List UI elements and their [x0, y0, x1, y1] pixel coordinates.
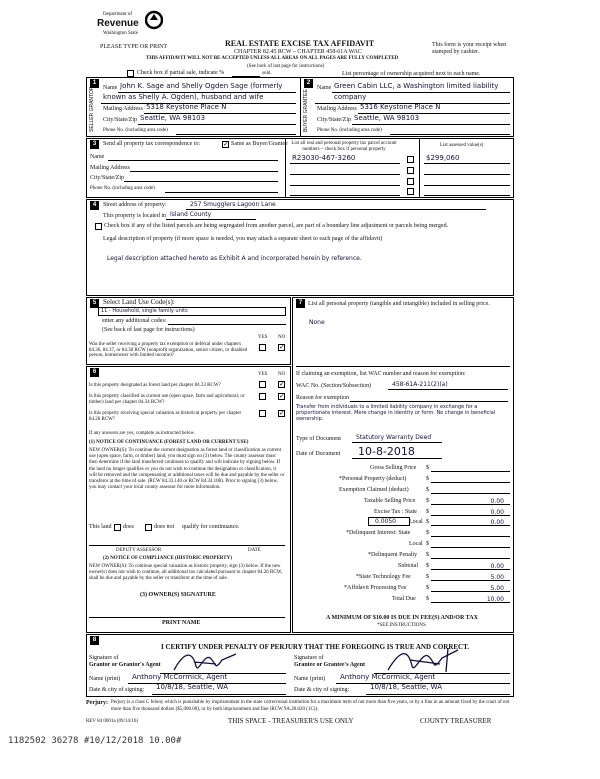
corr-name-field[interactable] — [108, 160, 278, 161]
treasurer-space: THIS SPACE - TREASURER'S USE ONLY — [228, 717, 354, 725]
property-county[interactable]: Island County — [170, 211, 212, 218]
seller-city[interactable]: Seattle, WA 98103 — [140, 114, 206, 122]
buyer-name-line2[interactable]: company — [334, 93, 367, 101]
exemption-question: Was the seller receiving a property tax exemption or deferral under chapters 84.36, 84.37, or 84.38 RCW (nonprofit organization, senior citizen, or disabled person, homeowner with limited income)? — [89, 342, 248, 358]
please-type: PLEASE TYPE OR PRINT — [100, 44, 168, 50]
does-qualify-checkbox[interactable] — [114, 524, 121, 531]
assessed-value[interactable]: $299,060 — [426, 154, 460, 162]
fin-label: *Personal Property (deduct) — [339, 476, 407, 482]
does-not-qualify-checkbox[interactable] — [145, 524, 152, 531]
segregated-label: Check box if any of the listed parcels are being segregated from another parcel, are part of a boundary line adjustment or parcels being merged. — [104, 223, 449, 229]
see-instructions: *SEE INSTRUCTIONS — [377, 623, 426, 628]
property-street[interactable]: 257 Smugglers Lagoon Lane — [190, 201, 276, 208]
buyer-city[interactable]: Seattle, WA 98103 — [354, 114, 420, 122]
partial-sale-checkbox[interactable] — [127, 70, 134, 77]
send-correspondence-label: Send all property tax correspondence to: — [103, 141, 201, 147]
rev-number: REV 84 0001a (09/14/16) — [86, 719, 138, 724]
fin-label: *Affidavit Processing Fee — [344, 585, 407, 591]
seller-mailing[interactable]: 5318 Keystone Place N — [146, 103, 227, 111]
fin-label: *Delinquent Interest: State — [346, 530, 411, 536]
grantee-print-name[interactable]: Anthony McCormick, Agent — [340, 673, 436, 681]
form-subtitle: CHAPTER 82.45 RCW – CHAPTER 458-61A WAC — [234, 49, 362, 55]
agency-line3: Washington State — [103, 31, 139, 36]
local-rate-field[interactable]: 0.0050 — [368, 517, 410, 526]
exemption-no-checkbox[interactable]: ✓ — [279, 343, 285, 351]
corr-mailing-field[interactable] — [130, 171, 278, 172]
county-treasurer: COUNTY TREASURER — [420, 717, 492, 725]
grantor-signature[interactable] — [170, 648, 240, 676]
agency-line1: Department of — [103, 12, 133, 17]
continuance-text: NEW OWNER(S): To continue the current designation as forest land or classification as current use (open space, farm, or timber) land, you must sign on (3) below. The county assessor must then determine if the land transferred continues to qualify and will indicate by signing below. If the land no longer qualifies or you do not wish to continue the designation or classification, it will be removed and the compensating or additional taxes will be due and payable by the seller or transferor at the time of sale. (RCW 84.33.140 or RCW 84.34.108). Prior to signing (3) below, you may contact your local county assessor for more information. — [89, 448, 285, 491]
historic-text: NEW OWNER(S): To continue special valuation as historic property, sign (3) below. If the new owner(s) does not wish to continue, all additional tax calculated pursuant to chapter 84.26 RCW, shall be due and payable by the seller or transferor at the time of sale. — [89, 564, 283, 582]
historic-yes-checkbox[interactable] — [259, 410, 266, 417]
exemption-yes-checkbox[interactable] — [259, 344, 266, 351]
historic-title: (2) NOTICE OF COMPLIANCE (HISTORIC PROPERTY) — [103, 556, 232, 561]
section-number-6: 6 — [90, 368, 99, 377]
fin-label: *State Technology Fee — [356, 574, 411, 580]
corr-phone-field[interactable] — [165, 192, 278, 193]
legal-description[interactable]: Legal description attached hereto as Exhibit A and incorporated herein by reference. — [107, 255, 362, 262]
fin-label: Subtotal — [398, 563, 419, 569]
fin-label: *Delinquent Penalty — [368, 552, 418, 558]
section-number-8: 8 — [90, 636, 99, 645]
seller-name-line1[interactable]: John K. Sage and Shelly Ogden Sage (formerly — [120, 82, 283, 90]
land-use-code-select[interactable]: 11 - Household, single family units — [98, 307, 286, 316]
receipt-note: This form is your receipt when stamped by cashier. — [432, 42, 507, 55]
form-title: REAL ESTATE EXCISE TAX AFFIDAVIT — [225, 39, 375, 48]
agency-line2: Revenue — [97, 18, 139, 29]
grantee-signature[interactable] — [384, 646, 474, 676]
fin-label: Taxable Selling Price — [364, 498, 416, 504]
seller-label: SELLER GRANTOR — [89, 86, 95, 132]
section-number-4: 4 — [90, 201, 99, 210]
personal-property-checkbox-2[interactable] — [407, 167, 414, 174]
parcel-header: List all real and personal property tax parcel account numbers – check box if personal property — [291, 141, 397, 152]
current-use-no-checkbox[interactable]: ✓ — [279, 392, 285, 400]
fin-value[interactable]: 0.00 — [490, 498, 504, 505]
fin-label: Total Due — [392, 596, 416, 602]
buyer-mailing[interactable]: 5316 Keystone Place N — [360, 103, 441, 111]
instructions-note: (See back of last page for instructions) — [247, 64, 325, 69]
personal-property-checkbox-3[interactable] — [407, 178, 414, 185]
corr-city-field[interactable] — [124, 181, 278, 182]
owner-signature-line[interactable] — [89, 617, 285, 618]
additional-codes-field[interactable] — [168, 324, 286, 325]
continuance-title: (1) NOTICE OF CONTINUANCE (FOREST LAND OR CURRENT USE) — [89, 440, 249, 445]
same-as-buyer-checkbox[interactable]: ✓ — [223, 140, 229, 148]
document-date[interactable]: 10-8-2018 — [358, 445, 415, 458]
fin-label: Excise Tax : State — [374, 509, 417, 515]
revenue-seal-icon — [145, 10, 163, 30]
fin-value[interactable]: 10.00 — [486, 596, 504, 603]
forest-no-checkbox[interactable]: ✓ — [279, 380, 285, 388]
revenue-logo — [93, 10, 163, 44]
parcel-number[interactable]: R23030-467-3260 — [292, 154, 356, 162]
personal-property-value[interactable]: None — [309, 319, 325, 326]
fin-label: Gross Selling Price — [370, 465, 417, 471]
grantee-date-city[interactable]: 10/8/18, Seattle, WA — [370, 683, 442, 691]
minimum-due: A MINIMUM OF $10.00 IS DUE IN FEE(S) AND/OR TAX — [326, 615, 478, 621]
seller-phone-field[interactable] — [176, 134, 296, 135]
deputy-assessor-line[interactable] — [89, 545, 285, 546]
section-number-7: 7 — [296, 299, 305, 308]
fin-label: Local — [409, 541, 423, 547]
buyer-label: BUYER GRANTEE — [303, 89, 309, 132]
segregated-checkbox[interactable] — [95, 223, 102, 230]
fin-value[interactable]: 0.00 — [490, 509, 504, 516]
sold-label: sold. — [262, 71, 272, 76]
grantor-print-name[interactable]: Anthony McCormick, Agent — [132, 673, 228, 681]
recording-stamp: 1182502 36278 #10/12/2018 10.00# — [8, 736, 182, 746]
buyer-phone-field[interactable] — [390, 134, 510, 135]
certify-statement: I CERTIFY UNDER PENALTY OF PERJURY THAT THE FOREGOING IS TRUE AND CORRECT. — [161, 643, 470, 651]
personal-property-checkbox-4[interactable] — [407, 188, 414, 195]
buyer-name-line1[interactable]: Green Cabin LLC, a Washington limited liability — [334, 82, 499, 90]
personal-property-checkbox-1[interactable] — [407, 156, 414, 163]
section-number-5: 5 — [90, 299, 99, 308]
form-notice: THIS AFFIDAVIT WILL NOT BE ACCEPTED UNLESS ALL AREAS ON ALL PAGES ARE FULLY COMPLETED — [146, 56, 399, 61]
ownership-note: List percentage of ownership acquired next to each name. — [342, 71, 481, 77]
fin-value[interactable]: 0.00 — [490, 519, 504, 526]
fin-value[interactable]: 0.00 — [490, 563, 504, 570]
section-number-1: 1 — [90, 79, 99, 88]
seller-name-line2[interactable]: known as Shelly A. Ogden), husband and wife — [103, 93, 264, 101]
perjury-notice: Perjury is a class C felony which is punishable by imprisonment in the state correctional institution for a maximum term of not more than five years, or by a fine in an amount fixed by the court of not more than five thousand dollars ($5,000.00), or by both imprisonment and fine (RCW 9A.20.020 (1C)). — [111, 700, 510, 712]
forest-yes-checkbox[interactable] — [259, 381, 266, 388]
fin-value[interactable]: 5.00 — [490, 574, 504, 581]
section-number-3: 3 — [90, 140, 99, 149]
grantor-date-city[interactable]: 10/8/18, Seattle, WA — [156, 683, 228, 691]
legal-label: Legal description of property (if more space is needed, you may attach a separate sheet to each page of the affidavit) — [103, 236, 383, 242]
historic-no-checkbox[interactable]: ✓ — [279, 409, 285, 417]
fin-label: Exemption Claimed (deduct) — [339, 487, 409, 493]
exemption-reason[interactable]: Transfer from individuals to a limited liability company in exchange for a proportionate interest. Mere change in identity or form. No change in beneficial ownership. — [296, 404, 496, 422]
fin-value[interactable]: 5.00 — [490, 585, 504, 592]
current-use-yes-checkbox[interactable] — [259, 393, 266, 400]
wac-number[interactable]: 458-61A-211(2)(a) — [392, 381, 448, 388]
fin-label: Local — [409, 519, 423, 525]
document-type[interactable]: Statutory Warranty Deed — [356, 434, 432, 441]
section-number-2: 2 — [304, 79, 313, 88]
assessed-header: List assessed value(s) — [440, 143, 484, 148]
partial-sale-label: Check box if partial sale, indicate % — [137, 70, 225, 76]
